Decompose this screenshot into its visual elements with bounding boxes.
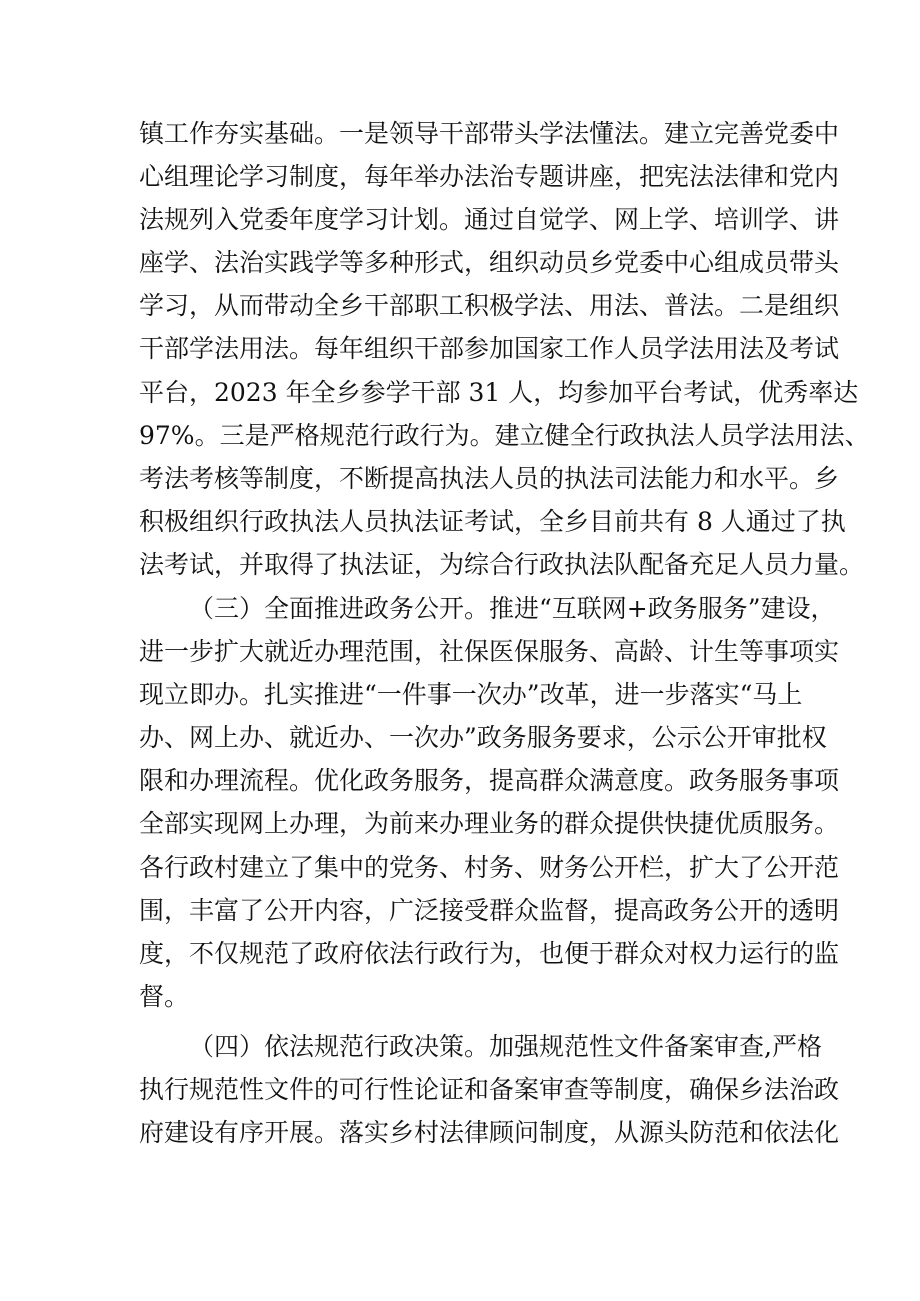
text-line: 度，不仅规范了政府依法行政行为，也便于群众对权力运行的监 (139, 938, 840, 968)
text-line: 积极组织行政执法人员执法证考试，全乡目前共有 8 人通过了执 (139, 506, 846, 536)
text-line: 办、网上办、就近办、一次办”政务服务要求，公示公开审批权 (139, 723, 827, 753)
text-line: 心组理论学习制度，每年举办法治专题讲座，把宪法法律和党内 (139, 162, 840, 192)
paragraph-administrative-decisions (139, 1025, 840, 1154)
text-line: 全部实现网上办理，为前来办理业务的群众提供快捷优质服务。 (139, 809, 840, 839)
text-line: 现立即办。扎实推进“一件事一次办”改革，进一步落实“马上 (139, 680, 803, 710)
text-line: 学习，从而带动全乡干部职工积极学法、用法、普法。二是组织 (139, 291, 840, 321)
text-line: 进一步扩大就近办理范围，社保医保服务、高龄、计生等事项实 (139, 637, 840, 667)
text-line: 各行政村建立了集中的党务、村务、财务公开栏，扩大了公开范 (139, 852, 840, 882)
section-heading-line: （四）依法规范行政决策。加强规范性文件备案审查,严格 (189, 1032, 822, 1061)
text-line: 考法考核等制度，不断提高执法人员的执法司法能力和水平。乡 (139, 463, 840, 493)
text-line: 镇工作夯实基础。一是领导干部带头学法懂法。建立完善党委中 (139, 119, 840, 148)
text-line: 97%。三是严格规范行政行为。建立健全行政执法人员学法用法、 (139, 420, 870, 450)
text-line: 围，丰富了公开内容，广泛接受群众监督，提高政务公开的透明 (139, 895, 840, 925)
text-line: 府建设有序开展。落实乡村法律顾问制度，从源头防范和依法化 (139, 1118, 840, 1148)
text-line: 法考试，并取得了执法证，为综合行政执法队配备充足人员力量。 (139, 549, 865, 579)
section-heading-line: （三）全面推进政务公开。推进“互联网+政务服务”建设， (189, 594, 836, 623)
text-line: 法规列入党委年度学习计划。通过自觉学、网上学、培训学、讲 (139, 205, 840, 235)
text-line: 限和办理流程。优化政务服务，提高群众满意度。政务服务事项 (139, 766, 840, 796)
paragraph-government-affairs-openness (139, 587, 840, 1018)
text-line: 座学、法治实践学等多种形式，组织动员乡党委中心组成员带头 (139, 248, 840, 278)
paragraph-legal-study (139, 112, 870, 586)
text-line: 平台，2023 年全乡参学干部 31 人，均参加平台考试，优秀率达 (139, 377, 859, 407)
text-line: 执行规范性文件的可行性论证和备案审查等制度，确保乡法治政 (139, 1075, 840, 1105)
text-line: 督。 (139, 981, 190, 1011)
text-line: 干部学法用法。每年组织干部参加国家工作人员学法用法及考试 (139, 334, 840, 364)
